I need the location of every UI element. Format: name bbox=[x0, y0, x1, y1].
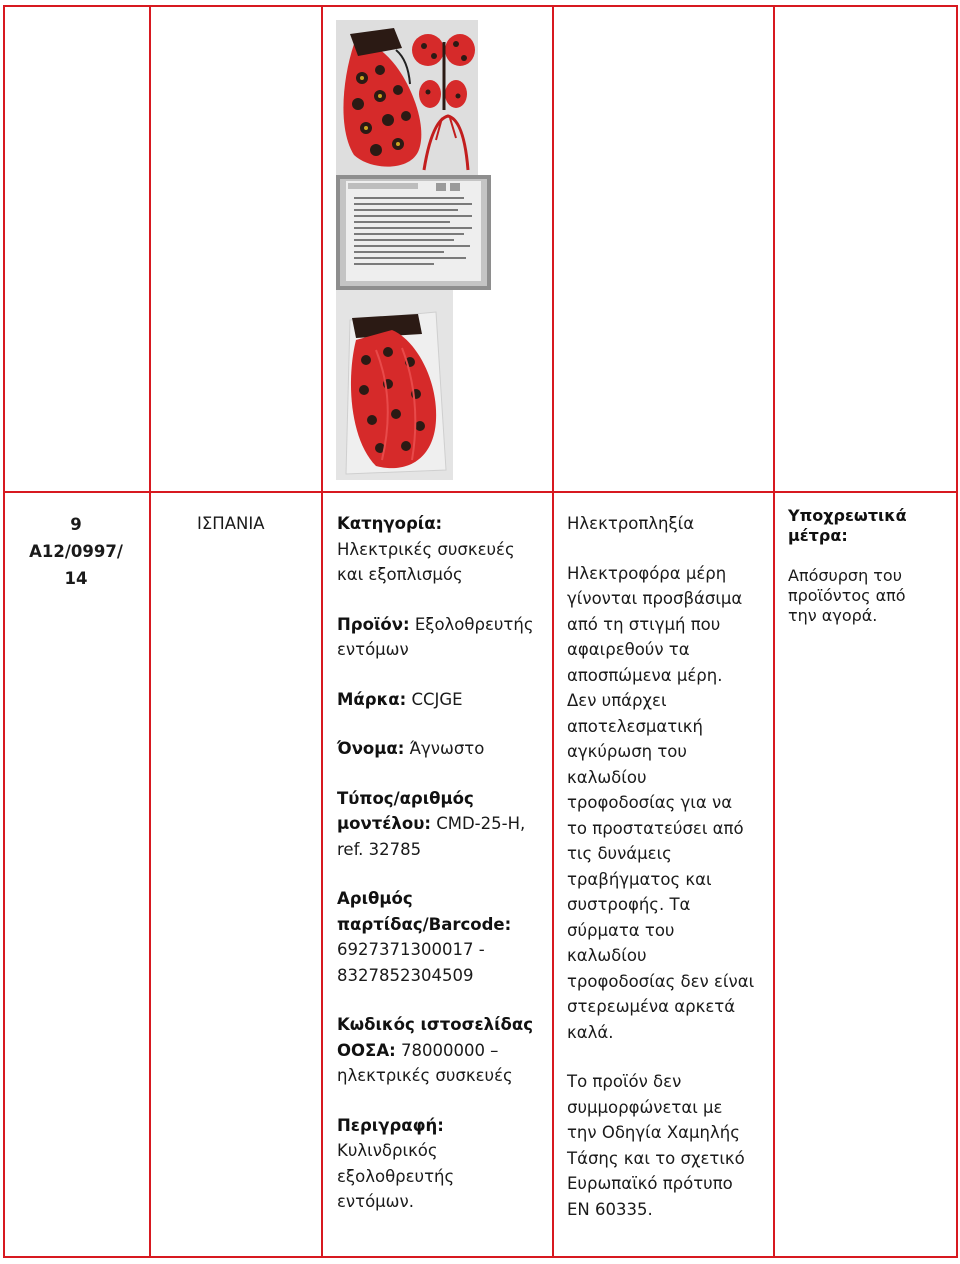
measures-value-line-1: Απόσυρση του bbox=[788, 566, 902, 585]
brand-label: Μάρκα: bbox=[337, 689, 407, 709]
product-value-line-1: Εξολοθρευτής bbox=[414, 614, 534, 634]
column-divider bbox=[149, 5, 151, 1258]
risk-description-line: αποσπώμενα μέρη. bbox=[567, 665, 723, 685]
entry-code-line-1: A12/0997/ bbox=[29, 542, 123, 561]
risk-compliance-line: Τάσης και το σχετικό bbox=[567, 1148, 745, 1168]
category-value-line-2: και εξοπλισμός bbox=[337, 565, 463, 584]
package-label-image bbox=[336, 175, 491, 290]
description-value-line-2: εξολοθρευτής bbox=[337, 1166, 455, 1186]
measures-label-line-2: μέτρα: bbox=[788, 526, 848, 545]
risk-description-line: αποτελεσματική bbox=[567, 716, 703, 736]
column-divider bbox=[552, 5, 554, 1258]
packaged-ladybug-image bbox=[336, 290, 453, 480]
risk-description-line: τροφοδοσίας δεν είναι bbox=[567, 971, 755, 991]
batch-value-line-1: 6927371300017 - bbox=[337, 940, 485, 959]
ladybug-costume-image bbox=[336, 20, 478, 177]
risk-description-line: καλωδίου bbox=[567, 767, 647, 787]
risk-description-line: το προστατεύσει από bbox=[567, 818, 744, 838]
risk-description-line: καλά. bbox=[567, 1022, 614, 1042]
name-label: Όνομα: bbox=[337, 739, 405, 758]
product-details-cell bbox=[337, 511, 552, 1215]
column-divider bbox=[321, 5, 323, 1258]
batch-label-line-1: Αριθμός bbox=[337, 889, 413, 908]
risk-description-line: αφαιρεθούν τα bbox=[567, 640, 690, 659]
product-label: Προϊόν: bbox=[337, 614, 410, 634]
risk-description-line: από τη στιγμή που bbox=[567, 614, 721, 634]
entry-number: 9 bbox=[70, 515, 82, 534]
oecd-label-line-2: ΟΟΣΑ: bbox=[337, 1040, 396, 1060]
packaged-product-photo bbox=[336, 290, 453, 480]
risk-description-line: Ηλεκτροφόρα μέρη bbox=[567, 563, 727, 583]
risk-compliance-line: Το προϊόν δεν bbox=[567, 1072, 682, 1091]
brand-value: CCJGE bbox=[411, 689, 463, 709]
risk-description-line: αγκύρωση του bbox=[567, 742, 687, 761]
risk-compliance bbox=[567, 1069, 772, 1222]
risk-description-line: σύρματα του bbox=[567, 920, 675, 940]
column-divider bbox=[773, 5, 775, 1258]
model-label-line-1: Τύπος/αριθμός bbox=[337, 788, 474, 808]
risk-description-line: τις δυνάμεις bbox=[567, 844, 672, 863]
measures-cell bbox=[788, 506, 956, 626]
measures-label-line-1: Υποχρεωτικά bbox=[788, 506, 907, 525]
risk-description-line: γίνονται προσβάσιμα bbox=[567, 589, 743, 608]
model-label-line-2: μοντέλου: bbox=[337, 814, 431, 833]
entry-code-line-2: 14 bbox=[64, 569, 88, 588]
country-cell bbox=[197, 511, 264, 537]
package-label-photo bbox=[336, 175, 491, 290]
batch-label-line-2: παρτίδας/Barcode: bbox=[337, 914, 512, 934]
risk-description-line: στερεωμένα αρκετά bbox=[567, 997, 736, 1016]
description-label: Περιγραφή: bbox=[337, 1115, 444, 1135]
product-value-line-2: εντόμων bbox=[337, 640, 409, 659]
category-label: Κατηγορία: bbox=[337, 514, 443, 533]
costume-set-photo bbox=[336, 20, 478, 177]
batch-value-line-2: 8327852304509 bbox=[337, 965, 474, 985]
risk-description-line: τραβήγματος και bbox=[567, 869, 712, 889]
country-value: ΙΣΠΑΝΙΑ bbox=[197, 514, 265, 533]
risk-compliance-line: την Οδηγία Χαμηλής bbox=[567, 1123, 740, 1142]
measures-value-line-3: την αγορά. bbox=[788, 606, 878, 625]
risk-description bbox=[567, 561, 772, 1046]
risk-compliance-line: συμμορφώνεται με bbox=[567, 1097, 723, 1117]
row-divider bbox=[3, 491, 958, 493]
risk-cell bbox=[567, 511, 772, 1222]
model-value-line-2: ref. 32785 bbox=[337, 839, 422, 859]
entry-id-cell bbox=[5, 511, 147, 592]
category-value-line-1: Ηλεκτρικές συσκευές bbox=[337, 539, 515, 559]
name-value: Άγνωστο bbox=[409, 739, 485, 758]
risk-description-line: Δεν υπάρχει bbox=[567, 691, 667, 710]
risk-description-line: τροφοδοσίας για να bbox=[567, 793, 733, 812]
oecd-label-line-1: Κωδικός ιστοσελίδας bbox=[337, 1015, 533, 1034]
description-value-line-3: εντόμων. bbox=[337, 1192, 414, 1211]
risk-description-line: καλωδίου bbox=[567, 946, 647, 965]
oecd-value-line-2: ηλεκτρικές συσκευές bbox=[337, 1066, 513, 1085]
risk-compliance-line: Ευρωπαϊκό πρότυπο bbox=[567, 1174, 733, 1193]
oecd-value-line-1: 78000000 – bbox=[400, 1040, 499, 1060]
risk-description-line: συστροφής. Τα bbox=[567, 895, 691, 914]
risk-compliance-line: EN 60335. bbox=[567, 1199, 653, 1219]
measures-value-line-2: προϊόντος από bbox=[788, 586, 906, 605]
risk-type: Ηλεκτροπληξία bbox=[567, 514, 695, 533]
description-value-line-1: Κυλινδρικός bbox=[337, 1141, 438, 1160]
model-value-line-1: CMD-25-H, bbox=[436, 814, 526, 833]
